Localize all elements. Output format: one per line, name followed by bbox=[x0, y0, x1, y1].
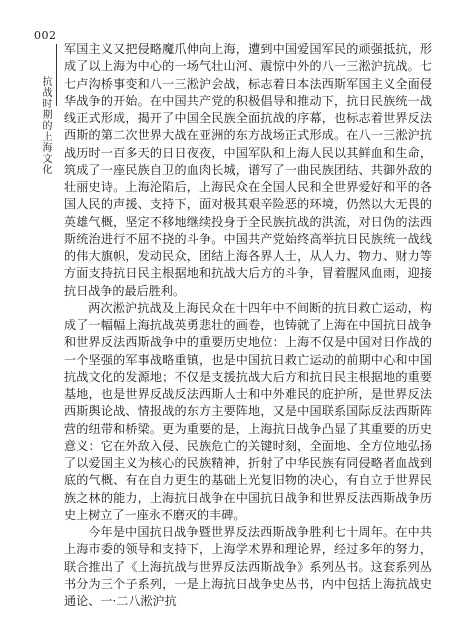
margin-rule bbox=[56, 44, 57, 106]
paragraph-2: 两次淞沪抗战及上海民众在十四年中不间断的抗日救亡运动，构成了一幅幅上海抗战英勇悲壮的画卷，也铸就了上海在中国抗日战争和世界反法西斯战争中的重要历史地位：上海不仅是中国对日作战的一个坚强的军事战略重镇，也是中国抗日救亡运动的前期中心和中国抗战文化的发源地；不仅是支援抗战大后方和抗日民主根据地的重要基地，也是世界反战反法西斯人士和中外难民的庇护所，是世界反法西斯舆论战、情报战的东方主要阵地，又是中国联系国际反法西斯阵营的纽带和桥梁。更为重要的是，上海抗日战争凸显了其重要的历史意义：它在外敌入侵、民族危亡的关键时刻，全面地、全方位地弘扬了以爱国主义为核心的民族精神，折射了中华民族有同侵略者血战到底的气概、有在自力更生的基础上光复旧物的决心，有自立于世界民族之林的能力，上海抗日战争在中国抗日战争和世界反法西斯战争历史上树立了一座永不磨灭的丰碑。 bbox=[64, 300, 432, 522]
body-text bbox=[64, 41, 432, 621]
running-head: 抗战时期的上海文化 bbox=[40, 76, 51, 175]
paragraph-1: 军国主义又把侵略魔爪伸向上海，遭到中国爱国军民的顽强抵抗，形成了以上海为中心的一场气壮山河、震惊中外的八一三淞沪抗战。七七卢沟桥事变和八一三淞沪会战，标志着日本法西斯军国主义全面侵华战争的开始。在中国共产党的积极倡导和推动下，抗日民族统一战线正式形成，揭开了中国全民族全面抗战的序幕，也标志着世界反法西斯的第二次世界大战在亚洲的东方战场正式形成。在八一三淞沪抗战历时一百多天的日日夜夜，中国军队和上海人民以其鲜血和生命，筑成了一座民族自卫的血肉长城，谱写了一曲民族团结、共御外敌的壮丽史诗。上海沦陷后，上海民众在全国人民和全世界爱好和平的各国人民的声援、支持下，面对极其艰辛险恶的环境，仍然以大无畏的英雄气概，坚定不移地继续投身于全民族抗战的洪流，对日伪的法西斯统治进行不屈不挠的斗争。中国共产党始终高举抗日民族统一战线的伟大旗帜，发动民众，团结上海各界人士，从人力、物力、财力等方面支持抗日民主根据地和抗战大后方的斗争，冒着腥风血雨，迎接抗日战争的最后胜利。 bbox=[64, 42, 432, 298]
paragraph-3: 今年是中国抗日战争暨世界反法西斯战争胜利七十周年。在中共上海市委的领导和支持下，上海学术界和理论界，经过多年的努力，联合推出了《上海抗战与世界反法西斯战争》系列丛书。这套系列丛书分为三个子系列，一是上海抗日战争史丛书，内中包括上海抗战史通论、一·二八淞沪抗 bbox=[64, 525, 432, 608]
page-number: 002 bbox=[34, 29, 57, 42]
